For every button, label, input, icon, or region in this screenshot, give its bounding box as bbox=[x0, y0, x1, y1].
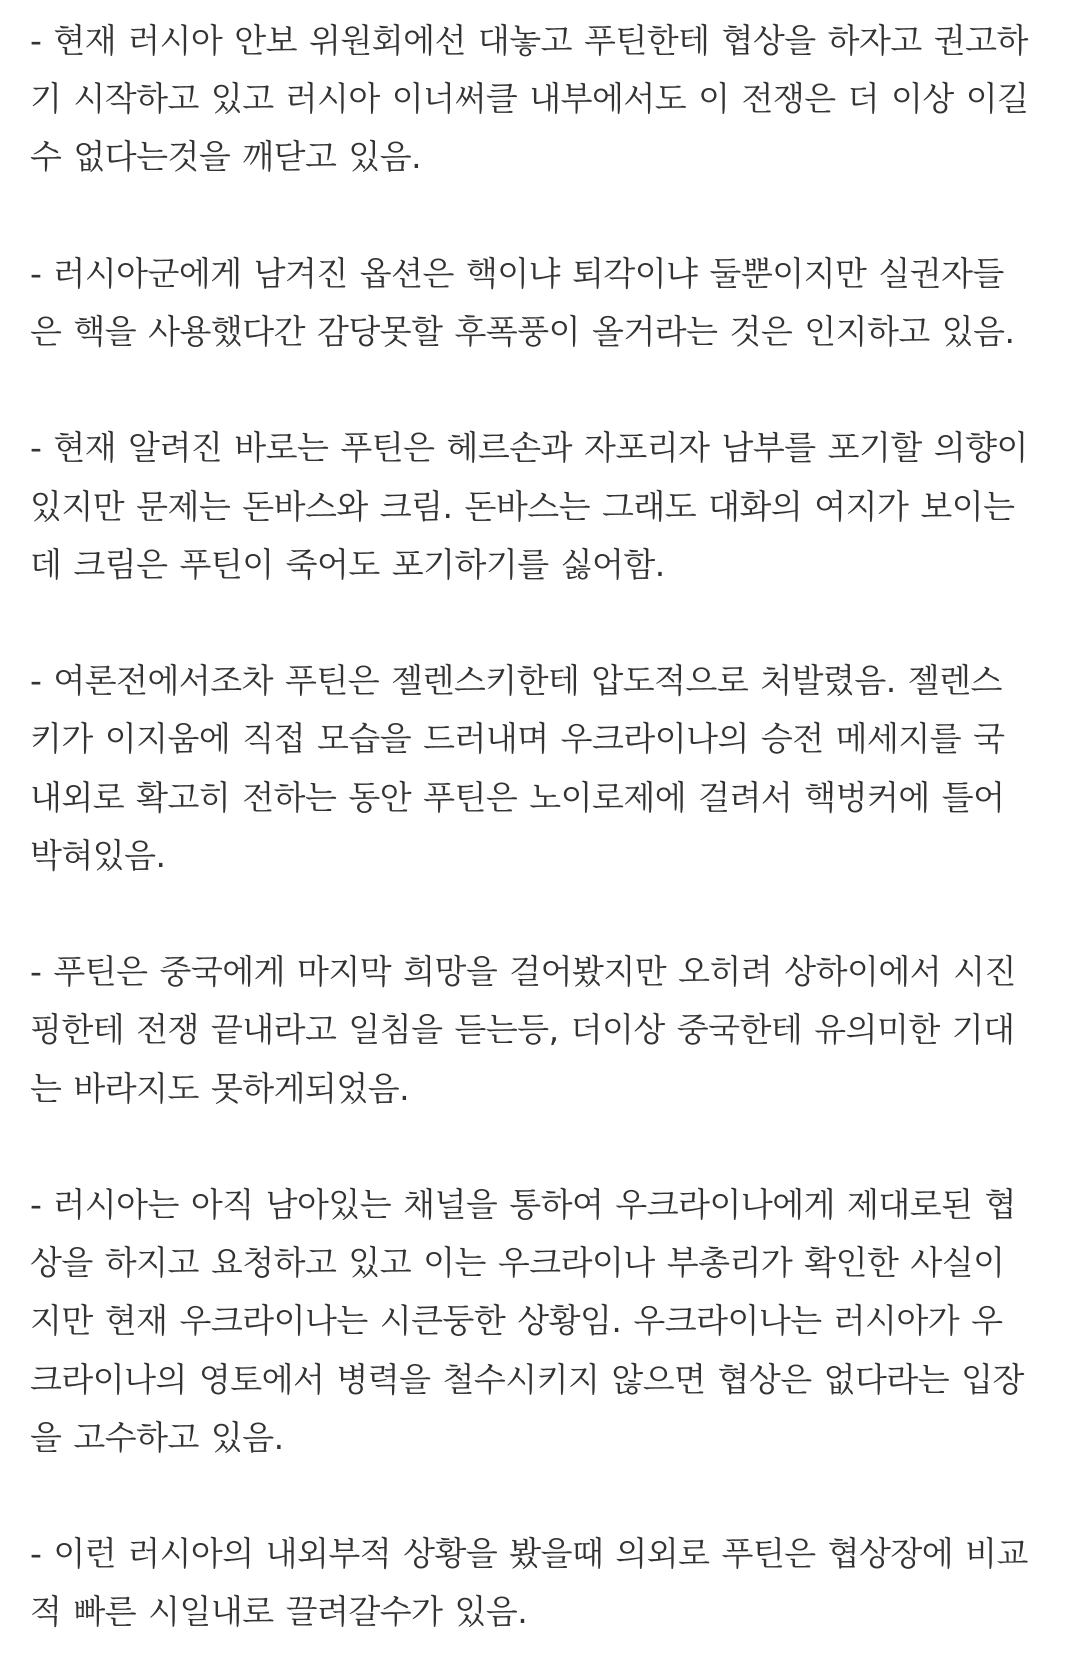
text-line: 키가 이지움에 직접 모습을 드러내며 우크라이나의 승전 메세지를 국 bbox=[30, 719, 1005, 759]
text-line: 박혀있음. bbox=[30, 835, 166, 875]
text-line: 을 고수하고 있음. bbox=[30, 1417, 284, 1457]
paragraph-4 bbox=[30, 652, 1075, 885]
article-body bbox=[30, 12, 1075, 1642]
text-line: 적 빠른 시일내로 끌려갈수가 있음. bbox=[30, 1592, 528, 1632]
text-line: - 현재 러시아 안보 위원회에선 대놓고 푸틴한테 협상을 하자고 권고하 bbox=[30, 21, 1028, 60]
text-line: 핑한테 전쟁 끝내라고 일침을 듣는등, 더이상 중국한테 유의미한 기대 bbox=[30, 1010, 1015, 1050]
text-line: - 푸틴은 중국에게 마지막 희망을 걸어봤지만 오히려 상하이에서 시진 bbox=[30, 952, 1016, 992]
text-line: 는 바라지도 못하게되었음. bbox=[30, 1068, 410, 1108]
paragraph-2 bbox=[30, 245, 1075, 361]
text-line: - 이런 러시아의 내외부적 상황을 봤을때 의외로 푸틴은 협상장에 비교 bbox=[30, 1534, 1028, 1574]
paragraph-7 bbox=[30, 1525, 1075, 1641]
paragraph-6 bbox=[30, 1176, 1075, 1467]
text-line: 기 시작하고 있고 러시아 이너써클 내부에서도 이 전쟁은 더 이상 이길 bbox=[30, 79, 1029, 119]
text-line: - 러시아는 아직 남아있는 채널을 통하여 우크라이나에게 제대로된 협 bbox=[30, 1184, 1016, 1224]
text-line: - 러시아군에게 남겨진 옵션은 핵이냐 퇴각이냐 둘뿐이지만 실권자들 bbox=[30, 253, 1004, 293]
text-line: 데 크림은 푸틴이 죽어도 포기하기를 싫어함. bbox=[30, 544, 665, 584]
paragraph-3 bbox=[30, 419, 1075, 594]
text-line: 지만 현재 우크라이나는 시큰둥한 상황임. 우크라이나는 러시아가 우 bbox=[30, 1301, 1003, 1341]
text-line: 있지만 문제는 돈바스와 크림. 돈바스는 그래도 대화의 여지가 보이는 bbox=[30, 486, 1015, 526]
text-line: 상을 하지고 요청하고 있고 이는 우크라이나 부총리가 확인한 사실이 bbox=[30, 1243, 1005, 1283]
text-line: 내외로 확고히 전하는 동안 푸틴은 노이로제에 걸려서 핵벙커에 틀어 bbox=[30, 777, 1005, 817]
text-line: - 여론전에서조차 푸틴은 젤렌스키한테 압도적으로 처발렸음. 젤렌스 bbox=[30, 661, 1002, 701]
text-line: 은 핵을 사용했다간 감당못할 후폭풍이 올거라는 것은 인지하고 있음. bbox=[30, 312, 1015, 351]
text-line: 크라이나의 영토에서 병력을 철수시키지 않으면 협상은 없다라는 입장 bbox=[30, 1359, 1024, 1399]
text-line: 수 없다는것을 깨닫고 있음. bbox=[30, 137, 422, 177]
paragraph-1 bbox=[30, 12, 1075, 187]
paragraph-5 bbox=[30, 943, 1075, 1118]
text-line: - 현재 알려진 바로는 푸틴은 헤르손과 자포리자 남부를 포기할 의향이 bbox=[30, 428, 1028, 468]
